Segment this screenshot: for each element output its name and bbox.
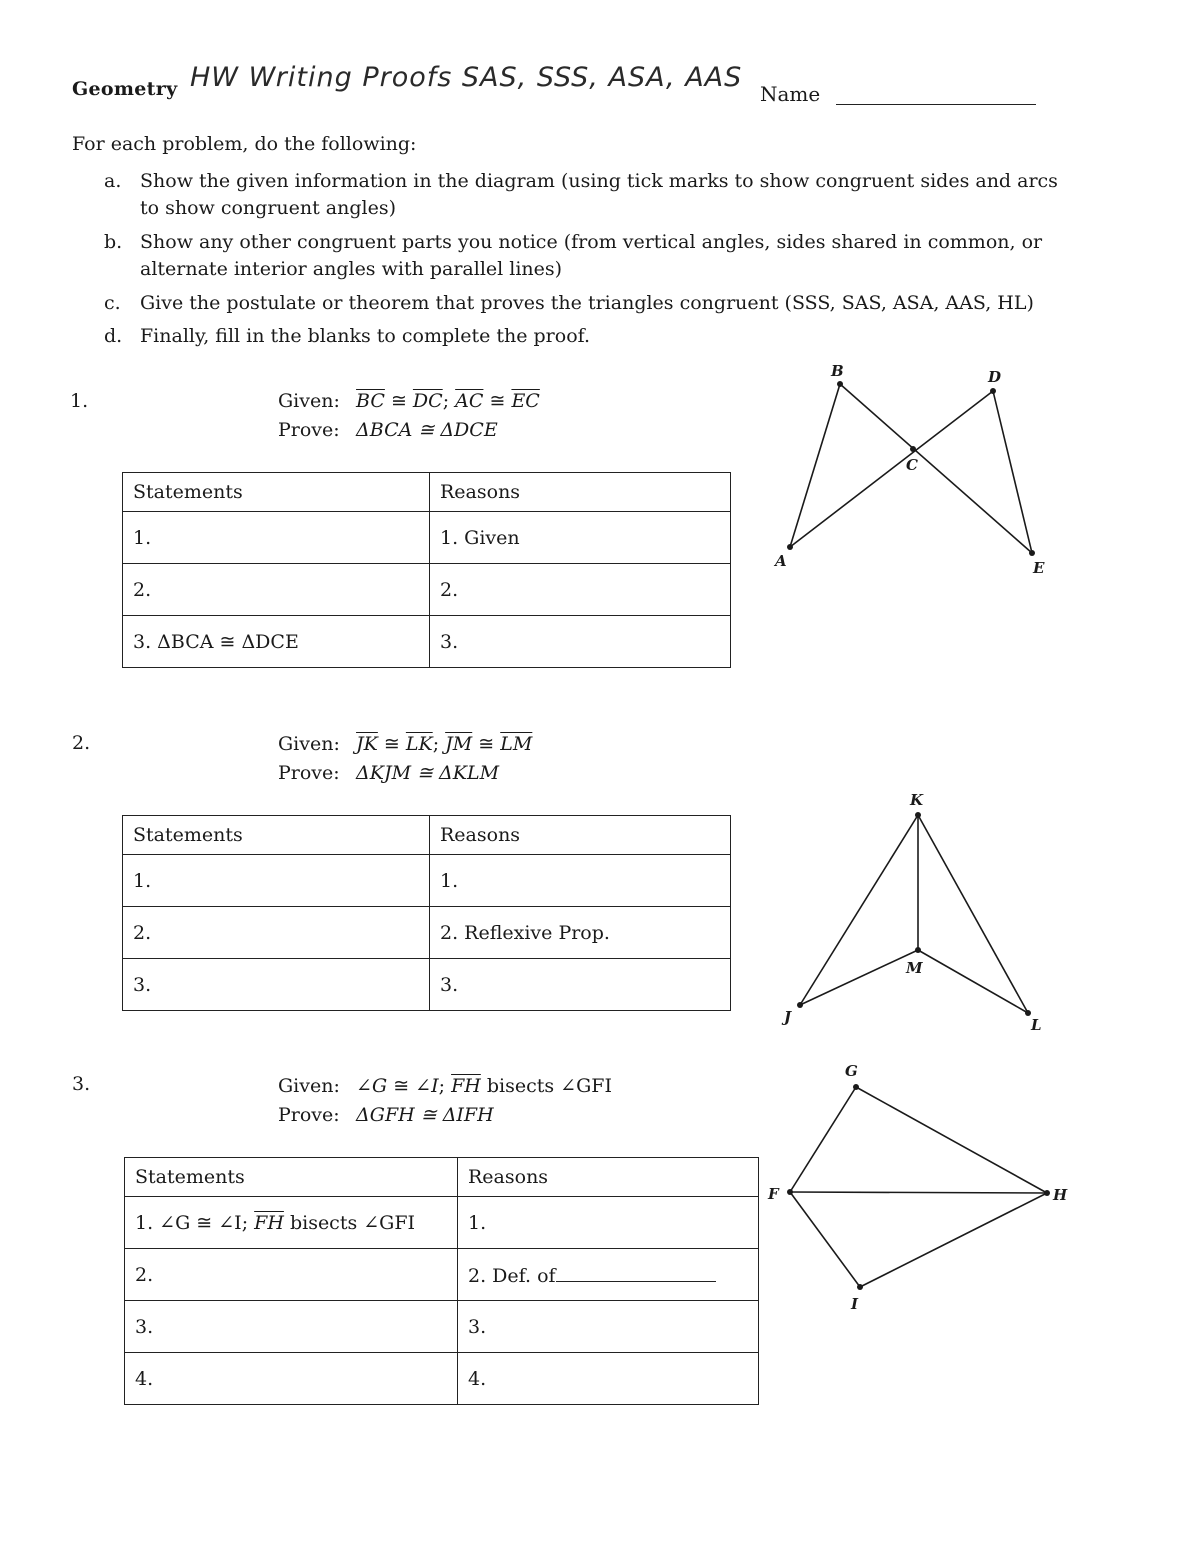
instructions-intro: For each problem, do the following: bbox=[72, 133, 417, 155]
label-k: K bbox=[910, 791, 924, 809]
reason-cell[interactable]: 3. bbox=[430, 616, 731, 668]
course-subject: Geometry bbox=[72, 78, 178, 100]
instruction-letter: a. bbox=[104, 170, 122, 192]
angle: ∠G bbox=[356, 1075, 388, 1097]
instruction-text: Finally, fill in the blanks to complete the proof. bbox=[140, 325, 591, 347]
reason-cell[interactable]: 2. bbox=[430, 564, 731, 616]
statement-prefix: 1. ∠G ≅ ∠I; bbox=[135, 1211, 249, 1234]
label-g: G bbox=[845, 1062, 858, 1080]
instruction-letter: c. bbox=[104, 292, 121, 314]
label-h: H bbox=[1053, 1186, 1068, 1204]
segment: $\overline{FH}$ bbox=[451, 1075, 481, 1097]
label-b: B bbox=[831, 362, 844, 380]
reason-text: 2. Def. of bbox=[468, 1264, 556, 1287]
instruction-text: Show the given information in the diagram (using tick marks to show congruent sides and arcs to show congruent angles) bbox=[140, 170, 1058, 219]
statement-cell[interactable]: 3. ΔBCA ≅ ΔDCE bbox=[123, 616, 430, 668]
prove-statement: ΔBCA ≅ ΔDCE bbox=[356, 419, 498, 441]
reason-cell[interactable]: 2. Reflexive Prop. bbox=[430, 907, 731, 959]
name-label: Name bbox=[760, 82, 821, 106]
label-c: C bbox=[906, 456, 918, 474]
segment: $\overline{JM}$ bbox=[445, 733, 473, 755]
label-e: E bbox=[1033, 559, 1045, 577]
relation: ≅ bbox=[478, 733, 495, 755]
given-label: Given: bbox=[278, 1075, 340, 1097]
given-tail: bisects ∠GFI bbox=[486, 1075, 612, 1097]
separator: ; bbox=[442, 390, 450, 412]
segment: $\overline{LK}$ bbox=[405, 733, 433, 755]
label-f: F bbox=[768, 1185, 779, 1203]
segment: $\overline{BC}$ bbox=[356, 390, 385, 412]
reason-cell[interactable]: 3. bbox=[458, 1301, 759, 1353]
prove-statement: ΔGFH ≅ ΔIFH bbox=[356, 1104, 494, 1126]
statement-cell[interactable]: 2. bbox=[125, 1249, 458, 1301]
relation: ≅ bbox=[390, 390, 407, 412]
label-a: A bbox=[775, 552, 787, 570]
statements-header: Statements bbox=[125, 1158, 458, 1197]
label-j: J bbox=[784, 1008, 792, 1026]
reasons-header: Reasons bbox=[430, 473, 731, 512]
separator: ; bbox=[432, 733, 440, 755]
relation: ≅ bbox=[393, 1075, 410, 1097]
instruction-letter: b. bbox=[104, 231, 123, 253]
problem-1-number: 1. bbox=[70, 390, 89, 412]
handwritten-title: HW Writing Proofs SAS, SSS, ASA, AAS bbox=[190, 62, 743, 93]
relation: ≅ bbox=[489, 390, 506, 412]
point-g bbox=[853, 1084, 859, 1090]
statement-tail: bisects ∠GFI bbox=[289, 1211, 416, 1234]
angle: ∠I bbox=[415, 1075, 439, 1097]
segment: $\overline{EC}$ bbox=[511, 390, 540, 412]
point-i bbox=[857, 1284, 863, 1290]
given-label: Given: bbox=[278, 390, 340, 412]
problem-2-number: 2. bbox=[72, 732, 91, 754]
given-label: Given: bbox=[278, 733, 340, 755]
label-m: M bbox=[906, 959, 923, 977]
segment: $\overline{JK}$ bbox=[356, 733, 378, 755]
instruction-letter: d. bbox=[104, 325, 123, 347]
label-i: I bbox=[851, 1295, 859, 1313]
segment-gh bbox=[856, 1087, 1047, 1193]
prove-label: Prove: bbox=[278, 1104, 340, 1126]
relation: ≅ bbox=[383, 733, 400, 755]
segment-fg bbox=[790, 1087, 856, 1192]
statements-header: Statements bbox=[123, 473, 430, 512]
label-l: L bbox=[1031, 1016, 1042, 1034]
reasons-header: Reasons bbox=[458, 1158, 759, 1197]
point-f bbox=[787, 1189, 793, 1195]
segment: $\overline{LM}$ bbox=[500, 733, 533, 755]
label-d: D bbox=[988, 368, 1002, 386]
statement-cell[interactable]: 2. bbox=[123, 564, 430, 616]
statement-cell[interactable]: 3. bbox=[123, 959, 430, 1011]
prove-label: Prove: bbox=[278, 419, 340, 441]
segment-fh bbox=[790, 1192, 1047, 1193]
prove-label: Prove: bbox=[278, 762, 340, 784]
reason-cell[interactable]: 3. bbox=[430, 959, 731, 1011]
statement-cell[interactable]: 2. bbox=[123, 907, 430, 959]
instruction-text: Show any other congruent parts you notice (from vertical angles, sides shared in common, or alternate interior angles with parallel lines) bbox=[140, 231, 1043, 280]
prove-statement: ΔKJM ≅ ΔKLM bbox=[356, 762, 500, 784]
statement-cell[interactable]: 1. bbox=[123, 512, 430, 564]
separator: ; bbox=[438, 1075, 446, 1097]
reason-cell[interactable]: 1. bbox=[458, 1197, 759, 1249]
statement-cell[interactable]: 1. bbox=[123, 855, 430, 907]
instruction-text: Give the postulate or theorem that proves the triangles congruent (SSS, SAS, ASA, AAS, HL) bbox=[140, 292, 1034, 314]
reason-cell[interactable]: 1. bbox=[430, 855, 731, 907]
segment: $\overline{FH}$ bbox=[254, 1211, 284, 1234]
segment-fi bbox=[790, 1192, 860, 1287]
statement-cell[interactable]: 3. bbox=[125, 1301, 458, 1353]
segment-ih bbox=[860, 1193, 1047, 1287]
segment: $\overline{DC}$ bbox=[412, 390, 443, 412]
statement-cell[interactable]: 4. bbox=[125, 1353, 458, 1405]
point-h bbox=[1044, 1190, 1050, 1196]
reason-cell[interactable]: 1. Given bbox=[430, 512, 731, 564]
segment: $\overline{AC}$ bbox=[455, 390, 484, 412]
reasons-header: Reasons bbox=[430, 816, 731, 855]
reason-cell[interactable]: 4. bbox=[458, 1353, 759, 1405]
problem-3-number: 3. bbox=[72, 1073, 91, 1095]
statements-header: Statements bbox=[123, 816, 430, 855]
